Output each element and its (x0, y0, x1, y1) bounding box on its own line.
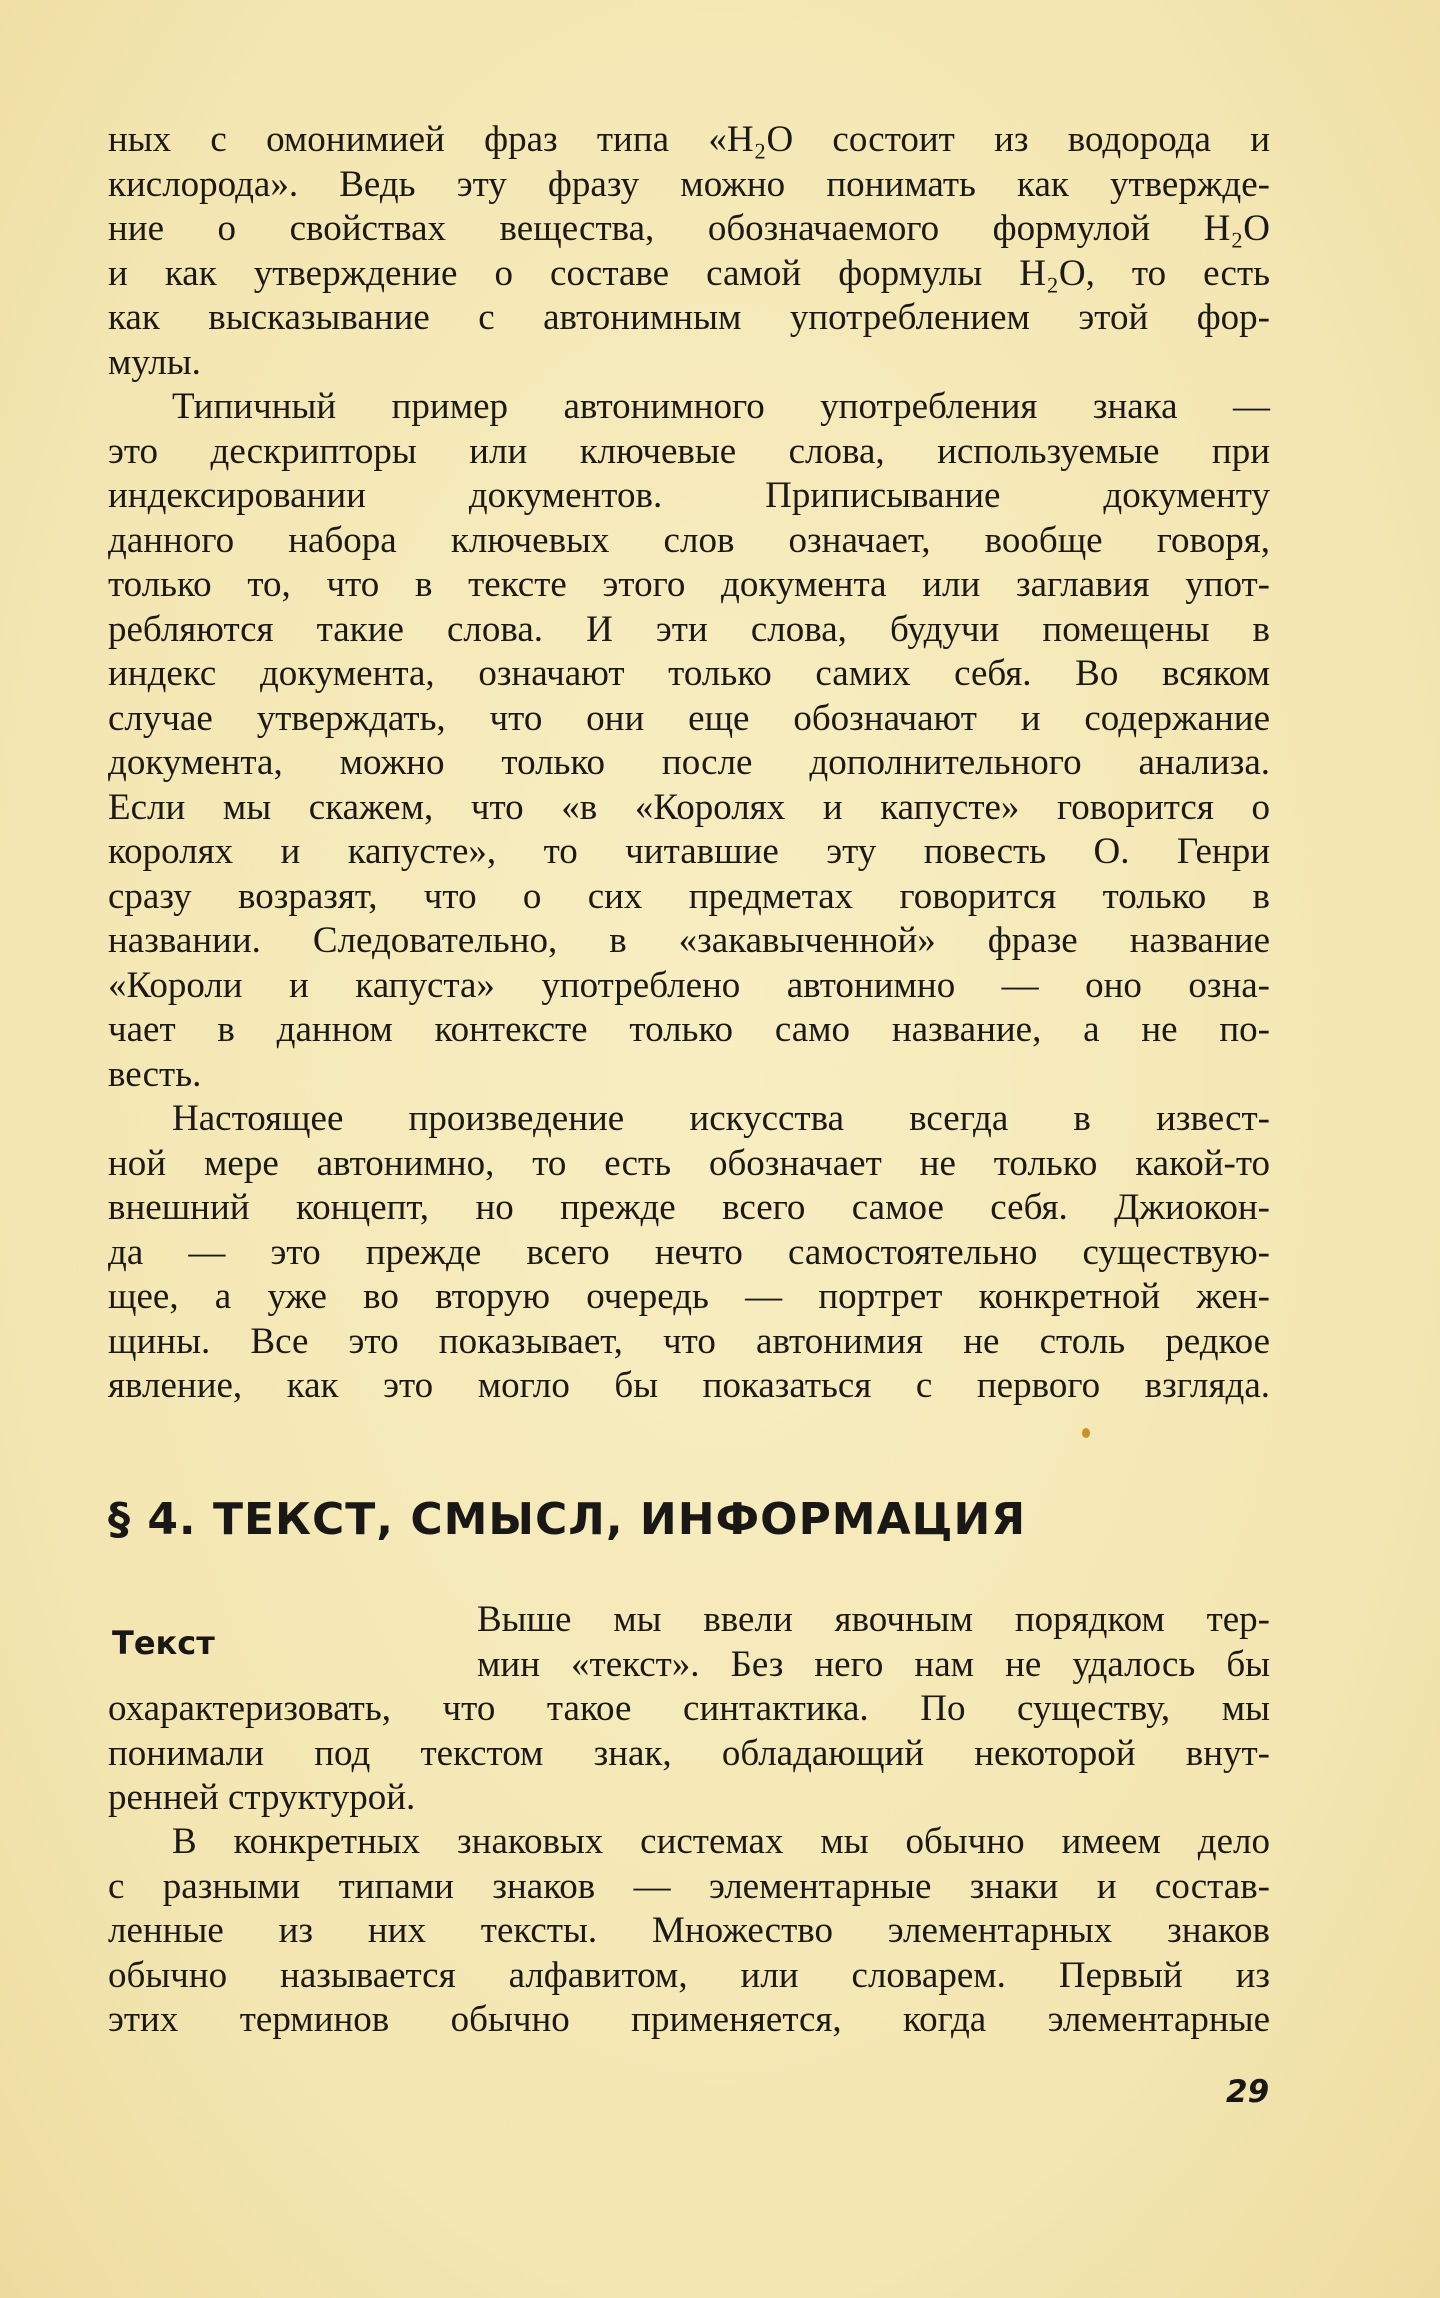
text-line: только то, что в тексте этого документа или заглавия упот- (108, 564, 1270, 605)
page-number: 29 (1226, 2074, 1270, 2110)
section-heading: § 4. ТЕКСТ, СМЫСЛ, ИНФОРМАЦИЯ (108, 1494, 1027, 1545)
text-line: названии. Следовательно, в «закавыченной» фразе название (108, 920, 1270, 961)
text-line: ребляются такие слова. И эти слова, будучи помещены в (108, 608, 1270, 650)
paragraph-3 (108, 1097, 1270, 1409)
text-line: Выше мы ввели явочным порядком тер- (477, 1599, 1270, 1640)
text-line: ных с омонимией фраз типа «H₂O состоит из водорода и (108, 119, 1270, 160)
text-line: понимали под текстом знак, обладающий некоторой внут- (108, 1732, 1270, 1774)
text-line: явление, как это могло бы показаться с первого взгляда. (108, 1365, 1270, 1406)
text-line: чает в данном контексте только само название, а не по- (108, 1009, 1270, 1050)
text-line: Настоящее произведение искусства всегда в извест- (172, 1098, 1270, 1139)
text-line: это дескрипторы или ключевые слова, используемые при (108, 430, 1270, 472)
text-line: данного набора ключевых слов означает, вообще говоря, (108, 519, 1270, 561)
text-line: щее, а уже во вторую очередь — портрет конкретной жен- (108, 1276, 1270, 1317)
text-line: этих терминов обычно применяется, когда элементарные (108, 1999, 1270, 2040)
paragraph-1 (108, 118, 1270, 385)
text-line: документа, можно только после дополнительного анализа. (108, 742, 1270, 783)
text-line: как высказывание с автонимным употреблением этой фор- (108, 297, 1270, 338)
text-line: индексировании документов. Приписывание документу (108, 475, 1270, 516)
paragraph-5 (108, 1820, 1270, 2043)
text-line: индекс документа, означают только самих себя. Во всяком (108, 653, 1270, 694)
text-line: щины. Все это показывает, что автонимия не столь редкое (108, 1320, 1270, 1362)
text-line: случае утверждать, что они еще обозначают и содержание (108, 697, 1270, 739)
text-line: «Короли и капуста» употреблено автонимно — оно озна- (108, 964, 1270, 1006)
text-line: да — это прежде всего нечто самостоятельно существую- (108, 1231, 1270, 1273)
text-line: ренней структурой. (108, 1777, 416, 1818)
text-line: с разными типами знаков — элементарные знаки и состав- (108, 1865, 1270, 1907)
text-line: кислорода». Ведь эту фразу можно понимать как утвержде- (108, 163, 1270, 205)
text-line: ние о свойствах вещества, обозначаемого формулой H₂O (108, 208, 1270, 249)
text-line: обычно называется алфавитом, или словарем. Первый из (108, 1954, 1270, 1996)
text-line: мулы. (108, 341, 201, 383)
text-line: и как утверждение о составе самой формулы H₂O, то есть (108, 252, 1270, 294)
text-line: мин «текст». Без него нам не удалось бы (477, 1643, 1270, 1685)
text-line: ленные из них тексты. Множество элементарных знаков (108, 1910, 1270, 1951)
text-line: ной мере автонимно, то есть обозначает не только какой-то (108, 1142, 1270, 1184)
text-line: Если мы скажем, что «в «Королях и капусте» говорится о (108, 786, 1270, 828)
text-line: весть. (108, 1053, 202, 1095)
text-line: охарактеризовать, что такое синтактика. По существу, мы (108, 1688, 1270, 1729)
print-speck (1082, 1428, 1090, 1438)
paragraph-4 (108, 1598, 1270, 1821)
text-line: сразу возразят, что о сих предметах говорится только в (108, 875, 1270, 917)
text-line: В конкретных знаковых системах мы обычно имеем дело (172, 1821, 1270, 1862)
margin-label: Текст (112, 1624, 215, 1662)
paragraph-2 (108, 385, 1270, 1097)
text-line: внешний концепт, но прежде всего самое себя. Джиокон- (108, 1187, 1270, 1228)
text-line: королях и капусте», то читавшие эту повесть О. Генри (108, 831, 1270, 872)
text-line: Типичный пример автонимного употребления знака — (172, 386, 1270, 427)
